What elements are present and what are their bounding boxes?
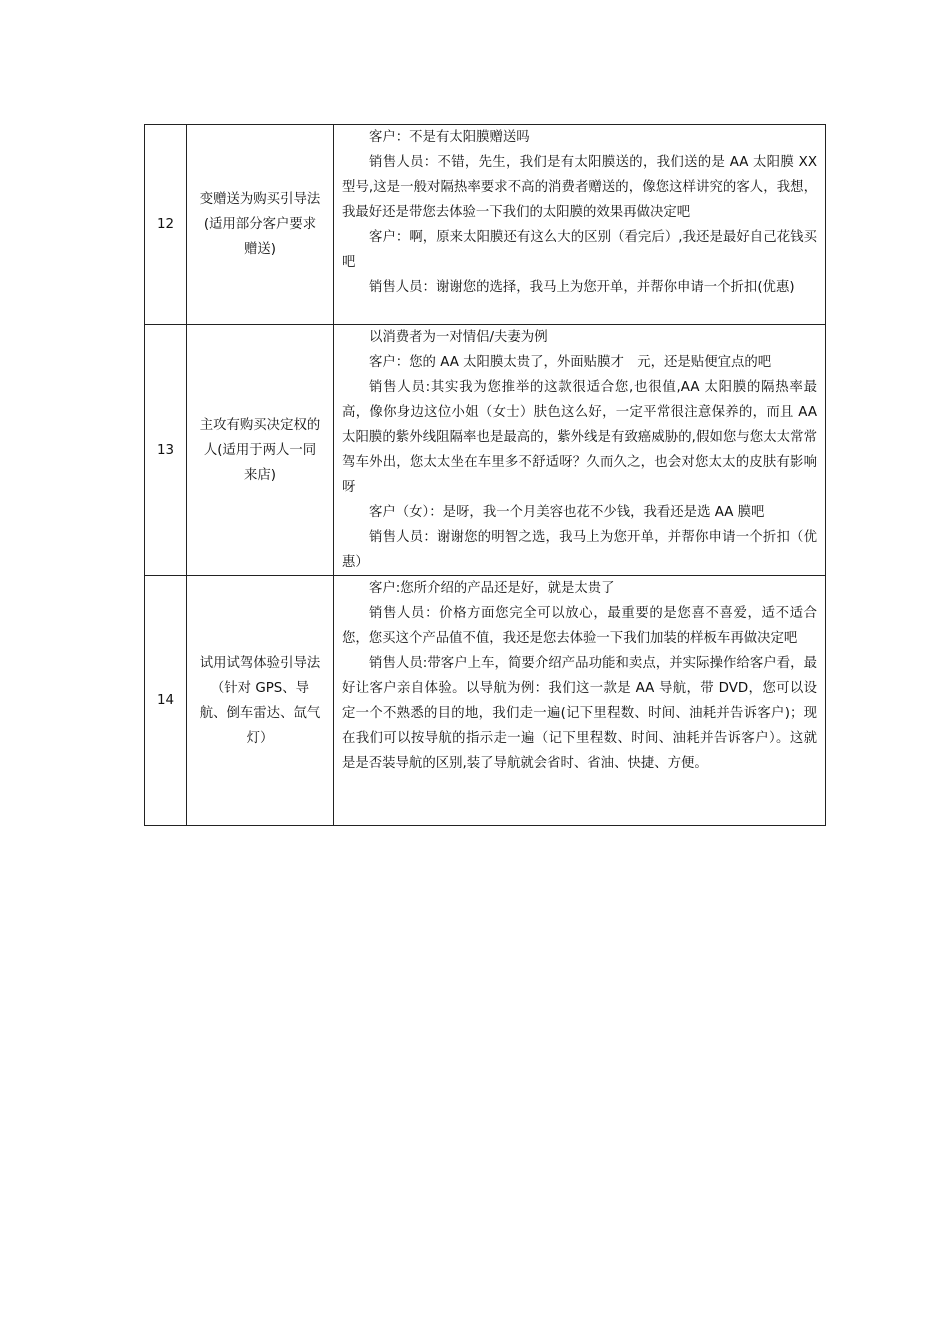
row-number: 13 <box>145 325 187 576</box>
method-line: （针对 GPS、导 <box>210 680 310 696</box>
dialogue-script <box>334 125 826 325</box>
method-line: 航、倒车雷达、氙气 <box>199 705 321 721</box>
dialogue-paragraph: 客户：不是有太阳膜赠送吗 <box>369 130 530 145</box>
dialogue-paragraph: 客户:您所介绍的产品还是好，就是太贵了 <box>369 581 615 596</box>
method-line: 赠送) <box>243 242 276 257</box>
dialogue-paragraph: 销售人员:带客户上车，简要介绍产品功能和卖点，并实际操作给客户看，最好让客户亲自体验。以导航为例：我们这一款是 AA 导航，带 DVD，您可以设定一个不熟悉的目的地，我们走一遍(记下里程数、时间、油耗并告诉客户)；现在我们可以按导航的指示走一遍（记下里程数、时间、油耗并告诉客户）。这就是是否装导航的区别,装了导航就会省时、省油、快捷、方便。 <box>342 656 817 771</box>
dialogue-paragraph: 客户：您的 AA 太阳膜太贵了，外面贴膜才 元，还是贴便宜点的吧 <box>369 355 772 370</box>
dialogue-script <box>334 576 826 826</box>
table-row <box>145 325 826 576</box>
method-line: 灯） <box>246 730 274 746</box>
dialogue-paragraph: 客户（女）：是呀，我一个月美容也花不少钱，我看还是选 AA 膜吧 <box>369 505 765 520</box>
dialogue-paragraph: 销售人员：谢谢您的明智之选，我马上为您开单，并帮你申请一个折扣（优惠） <box>342 530 817 570</box>
method-name <box>187 325 334 576</box>
table-row <box>145 576 826 826</box>
dialogue-paragraph: 销售人员：不错，先生，我们是有太阳膜送的，我们送的是 AA 太阳膜 XX 型号,这是一般对隔热率要求不高的消费者赠送的，像您这样讲究的客人，我想，我最好还是带您去体验一下我们的太阳膜的效果再做决定吧 <box>342 155 817 220</box>
method-line: 主攻有购买决定权的 <box>199 417 321 433</box>
table-row <box>145 125 826 325</box>
method-line: 人(适用于两人一同 <box>203 442 317 458</box>
method-name <box>187 576 334 826</box>
dialogue-paragraph: 销售人员：谢谢您的选择，我马上为您开单，并帮你申请一个折扣(优惠) <box>369 280 795 295</box>
method-name <box>187 125 334 325</box>
method-line: 来店) <box>243 467 276 483</box>
dialogue-script <box>334 325 826 576</box>
dialogue-paragraph: 销售人员:其实我为您推举的这款很适合您,也很值,AA 太阳膜的隔热率最高，像你身边这位小姐（女士）肤色这么好，一定平常很注意保养的，而且 AA 太阳膜的紫外线阻隔率也是最高的，紫外线是有致癌威胁的,假如您与您太太常常驾车外出，您太太坐在车里多不舒适呀？久而久之，也会对您太太的皮肤有影响呀 <box>342 380 817 495</box>
method-line: 变赠送为购买引导法 <box>199 192 321 207</box>
method-line: 试用试驾体验引导法 <box>199 655 321 671</box>
method-line: (适用部分客户要求 <box>203 217 317 232</box>
dialogue-paragraph: 以消费者为一对情侣/夫妻为例 <box>369 330 548 345</box>
row-number: 14 <box>145 576 187 826</box>
dialogue-paragraph: 客户：啊，原来太阳膜还有这么大的区别（看完后）,我还是最好自己花钱买吧 <box>342 230 817 270</box>
sales-methods-table <box>144 124 826 826</box>
dialogue-paragraph: 销售人员：价格方面您完全可以放心，最重要的是您喜不喜爱，适不适合您，您买这个产品值不值，我还是您去体验一下我们加装的样板车再做决定吧 <box>342 606 817 646</box>
row-number: 12 <box>145 125 187 325</box>
